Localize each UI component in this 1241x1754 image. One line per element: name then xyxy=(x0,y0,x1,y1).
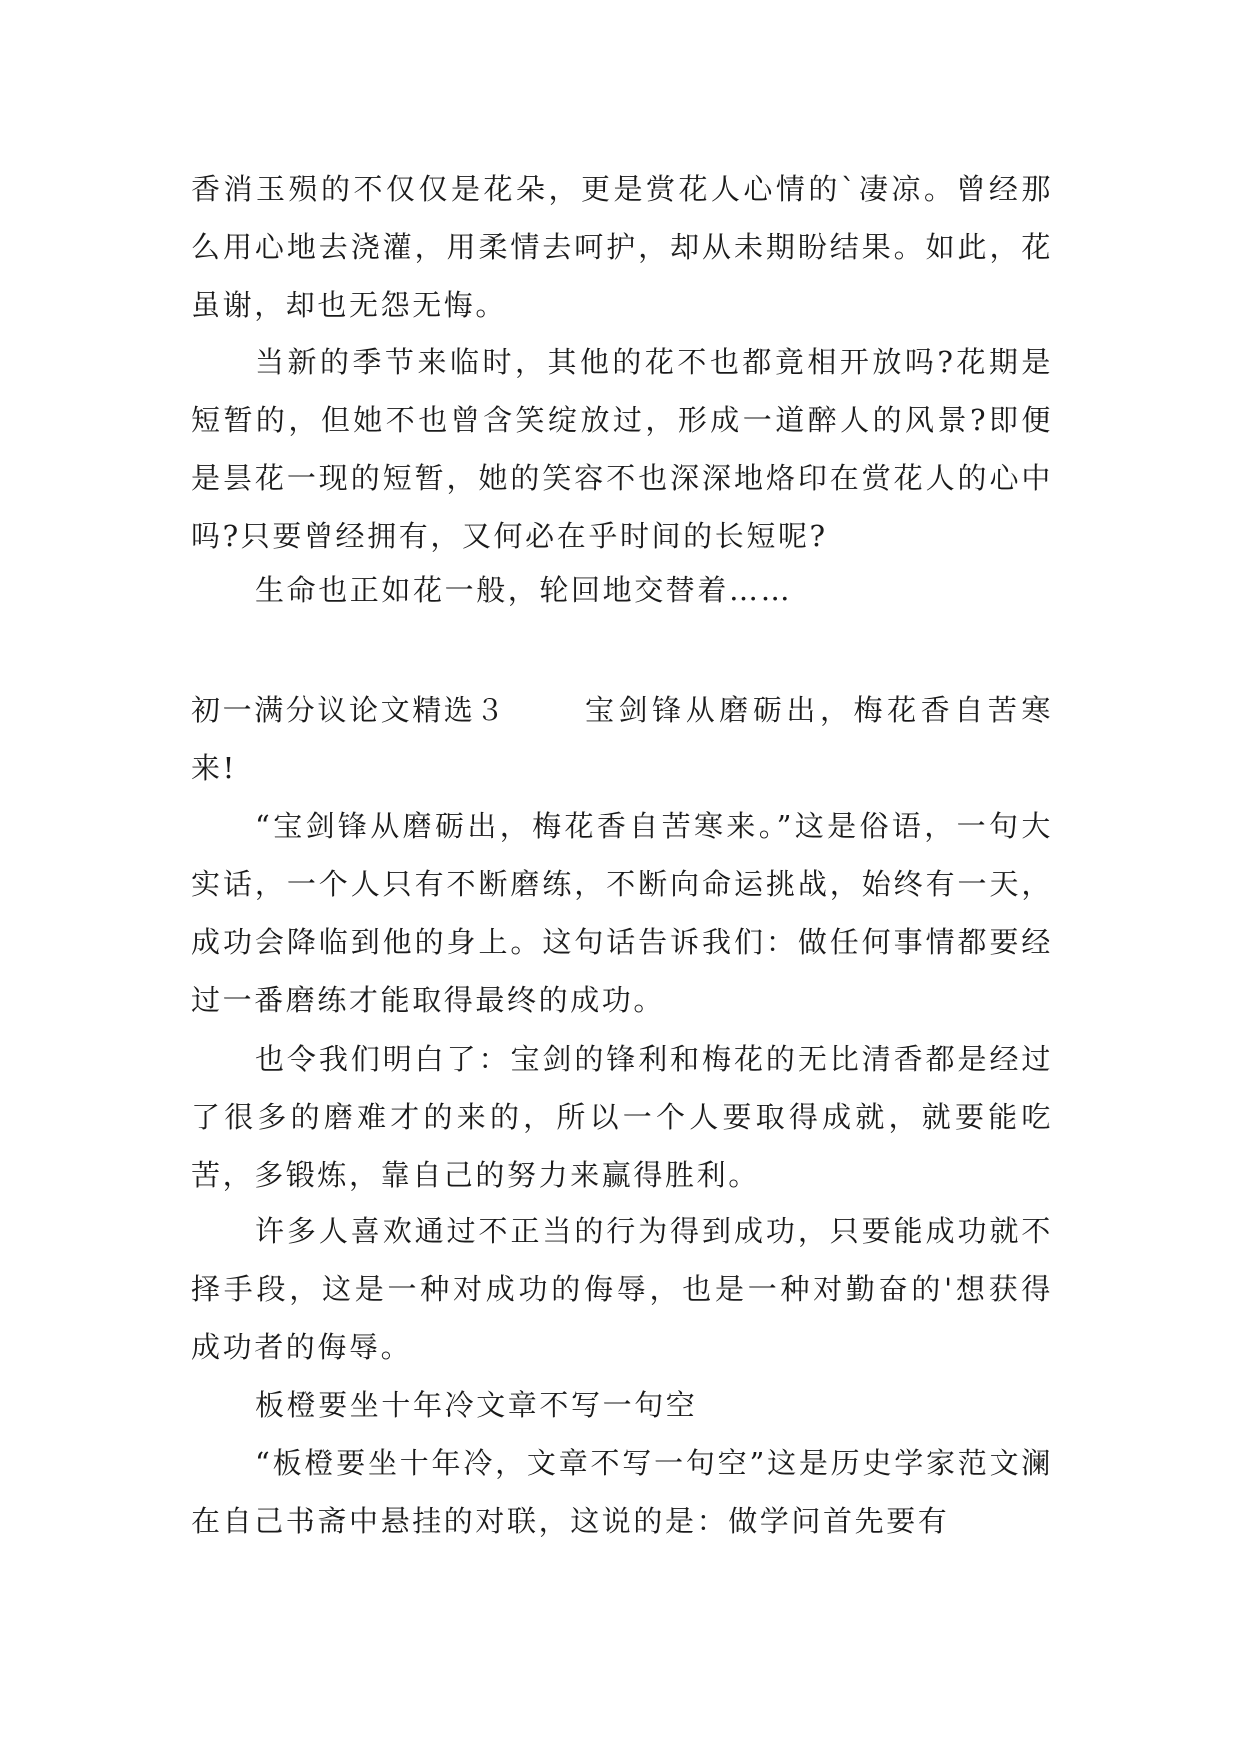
paragraph-new-season: 当新的季节来临时，其他的花不也都竟相开放吗?花期是短暂的，但她不也曾含笑绽放过，形成一道醉人的风景?即便是昙花一现的短暂，她的笑容不也深深地烙印在赏花人的心中吗?只要曾经拥有，又何必在乎时间的长短呢? xyxy=(191,345,1053,553)
section-heading-title: 宝剑锋从磨砺出，梅花香自苦寒来! xyxy=(191,693,1053,785)
section-heading-label: 初一满分议论文精选３ xyxy=(191,693,508,727)
paragraph-fan-wenlan-couplet: “板橙要坐十年冷，文章不写一句空”这是历史学家范文澜在自己书斋中悬挂的对联，这说的是：做学问首先要有 xyxy=(191,1446,1053,1538)
subheading-bench-ten-years: 板橙要坐十年冷文章不写一句空 xyxy=(255,1388,698,1422)
paragraph-proverb-sword: “宝剑锋从磨砺出，梅花香自苦寒来。”这是俗语，一句大实话，一个人只有不断磨练，不断向命运挑战，始终有一天，成功会降临到他的身上。这句话告诉我们：做任何事情都要经过一番磨练才能取得最终的成功。 xyxy=(191,809,1053,1017)
paragraph-life-like-flower: 生命也正如花一般，轮回地交替着…… xyxy=(255,573,793,607)
paragraph-improper-success: 许多人喜欢通过不正当的行为得到成功，只要能成功就不择手段，这是一种对成功的侮辱，也是一种对勤奋的'想获得成功者的侮辱。 xyxy=(191,1214,1053,1364)
paragraph-flower-withering: 香消玉殒的不仅仅是花朵，更是赏花人心情的`凄凉。曾经那么用心地去浇灌，用柔情去呵护，却从未期盼结果。如此，花虽谢，却也无怨无悔。 xyxy=(191,172,1053,322)
paragraph-hardship-lesson: 也令我们明白了：宝剑的锋利和梅花的无比清香都是经过了很多的磨难才的来的，所以一个人要取得成就，就要能吃苦，多锻炼，靠自己的努力来赢得胜利。 xyxy=(191,1042,1053,1192)
section-heading xyxy=(191,681,1053,797)
